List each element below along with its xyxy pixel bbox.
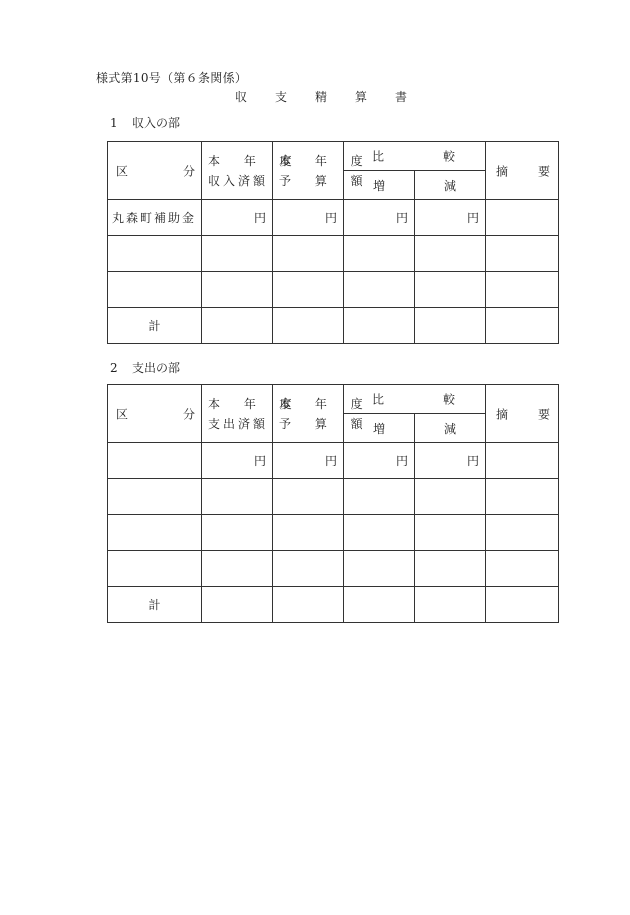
decrease-header: 減 (415, 171, 486, 200)
increase-cell[interactable]: 円 (344, 200, 415, 236)
remarks-cell[interactable] (486, 551, 559, 587)
current-amount-cell[interactable]: 円 (202, 200, 273, 236)
budget-amount-header (273, 142, 373, 200)
total-label: 計 (108, 308, 202, 344)
remarks-header-right: 要 (537, 164, 550, 178)
increase-cell[interactable] (344, 236, 415, 272)
table-row (108, 236, 559, 272)
budget-amount-header-bottom: 予 算 額 (279, 173, 373, 188)
remarks-header-right: 要 (537, 407, 550, 421)
total-increase-cell[interactable] (344, 587, 415, 623)
current-amount-header (202, 142, 302, 200)
table-row (108, 272, 559, 308)
income-section-heading (110, 114, 180, 131)
category-cell[interactable] (108, 551, 202, 587)
comparison-header-left: 比 (372, 149, 385, 164)
budget-amount-cell[interactable] (273, 272, 344, 308)
current-amount-cell[interactable] (202, 551, 273, 587)
form-number: 様式第10号（第６条関係） (96, 71, 248, 85)
category-header-right: 分 (182, 407, 195, 421)
comparison-header-left: 比 (372, 392, 385, 407)
increase-cell[interactable] (344, 479, 415, 515)
table-row (108, 479, 559, 515)
decrease-cell[interactable] (415, 272, 486, 308)
category-cell[interactable] (108, 272, 202, 308)
current-amount-cell[interactable]: 円 (202, 443, 273, 479)
budget-amount-header-top: 本 年 度 (279, 153, 373, 168)
budget-amount-cell[interactable]: 円 (273, 443, 344, 479)
category-cell[interactable] (108, 236, 202, 272)
comparison-header-right: 較 (442, 392, 455, 407)
budget-amount-cell[interactable] (273, 551, 344, 587)
current-amount-header-bottom: 支出済額 (208, 416, 269, 431)
current-amount-cell[interactable] (202, 272, 273, 308)
decrease-cell[interactable] (415, 236, 486, 272)
current-amount-header-top: 本 年 度 (208, 396, 302, 411)
total-row (108, 308, 559, 344)
total-budget-cell[interactable] (273, 308, 344, 344)
category-header-right: 分 (182, 164, 195, 178)
budget-amount-cell[interactable] (273, 236, 344, 272)
category-cell[interactable] (108, 443, 202, 479)
remarks-header-left: 摘 (496, 407, 509, 421)
decrease-header: 減 (415, 414, 486, 443)
category-header (108, 385, 202, 443)
increase-cell[interactable] (344, 272, 415, 308)
budget-amount-cell[interactable] (273, 515, 344, 551)
decrease-cell[interactable] (415, 515, 486, 551)
remarks-header (486, 385, 559, 443)
comparison-header-right: 較 (442, 149, 455, 164)
expense-section-heading (110, 359, 180, 376)
total-label: 計 (108, 587, 202, 623)
remarks-header-left: 摘 (496, 164, 509, 178)
decrease-cell[interactable]: 円 (415, 200, 486, 236)
remarks-cell[interactable] (486, 479, 559, 515)
current-amount-cell[interactable] (202, 479, 273, 515)
increase-cell[interactable] (344, 551, 415, 587)
current-amount-header-top: 本 年 度 (208, 153, 302, 168)
budget-amount-header-bottom: 予 算 額 (279, 416, 373, 431)
remarks-cell[interactable] (486, 272, 559, 308)
category-cell[interactable] (108, 515, 202, 551)
total-current-cell[interactable] (202, 308, 273, 344)
decrease-cell[interactable]: 円 (415, 443, 486, 479)
comparison-header (344, 385, 486, 414)
header-row (108, 385, 559, 414)
remarks-cell[interactable] (486, 200, 559, 236)
increase-cell[interactable]: 円 (344, 443, 415, 479)
budget-amount-header-top: 本 年 度 (279, 396, 373, 411)
income-section-number: 1 (110, 116, 118, 130)
document-title: 収支精算書 (235, 90, 436, 104)
increase-header: 増 (344, 414, 415, 443)
increase-cell[interactable] (344, 515, 415, 551)
category-header-left: 区 (116, 164, 129, 178)
total-decrease-cell[interactable] (415, 587, 486, 623)
expense-section-title: 支出の部 (132, 361, 181, 375)
income-section-title: 収入の部 (132, 116, 181, 130)
current-amount-cell[interactable] (202, 236, 273, 272)
table-row (108, 515, 559, 551)
current-amount-header-bottom: 収入済額 (208, 173, 269, 188)
current-amount-cell[interactable] (202, 515, 273, 551)
total-current-cell[interactable] (202, 587, 273, 623)
category-header (108, 142, 202, 200)
table-row (108, 551, 559, 587)
total-remarks-cell[interactable] (486, 587, 559, 623)
current-amount-header (202, 385, 302, 443)
category-header-left: 区 (116, 407, 129, 421)
total-decrease-cell[interactable] (415, 308, 486, 344)
table-row (108, 443, 559, 479)
income-table (107, 141, 559, 344)
header-row (108, 142, 559, 171)
decrease-cell[interactable] (415, 479, 486, 515)
remarks-header (486, 142, 559, 200)
comparison-header (344, 142, 486, 171)
remarks-cell[interactable] (486, 236, 559, 272)
total-row (108, 587, 559, 623)
table-row (108, 200, 559, 236)
budget-amount-cell[interactable] (273, 479, 344, 515)
budget-amount-header (273, 385, 373, 443)
expense-section-number: 2 (110, 361, 118, 375)
increase-header: 増 (344, 171, 415, 200)
decrease-cell[interactable] (415, 551, 486, 587)
category-cell[interactable] (108, 479, 202, 515)
expense-table (107, 384, 559, 623)
remarks-cell[interactable] (486, 515, 559, 551)
remarks-cell[interactable] (486, 443, 559, 479)
total-increase-cell[interactable] (344, 308, 415, 344)
total-budget-cell[interactable] (273, 587, 344, 623)
total-remarks-cell[interactable] (486, 308, 559, 344)
category-cell[interactable]: 丸森町補助金 (108, 200, 202, 236)
budget-amount-cell[interactable]: 円 (273, 200, 344, 236)
